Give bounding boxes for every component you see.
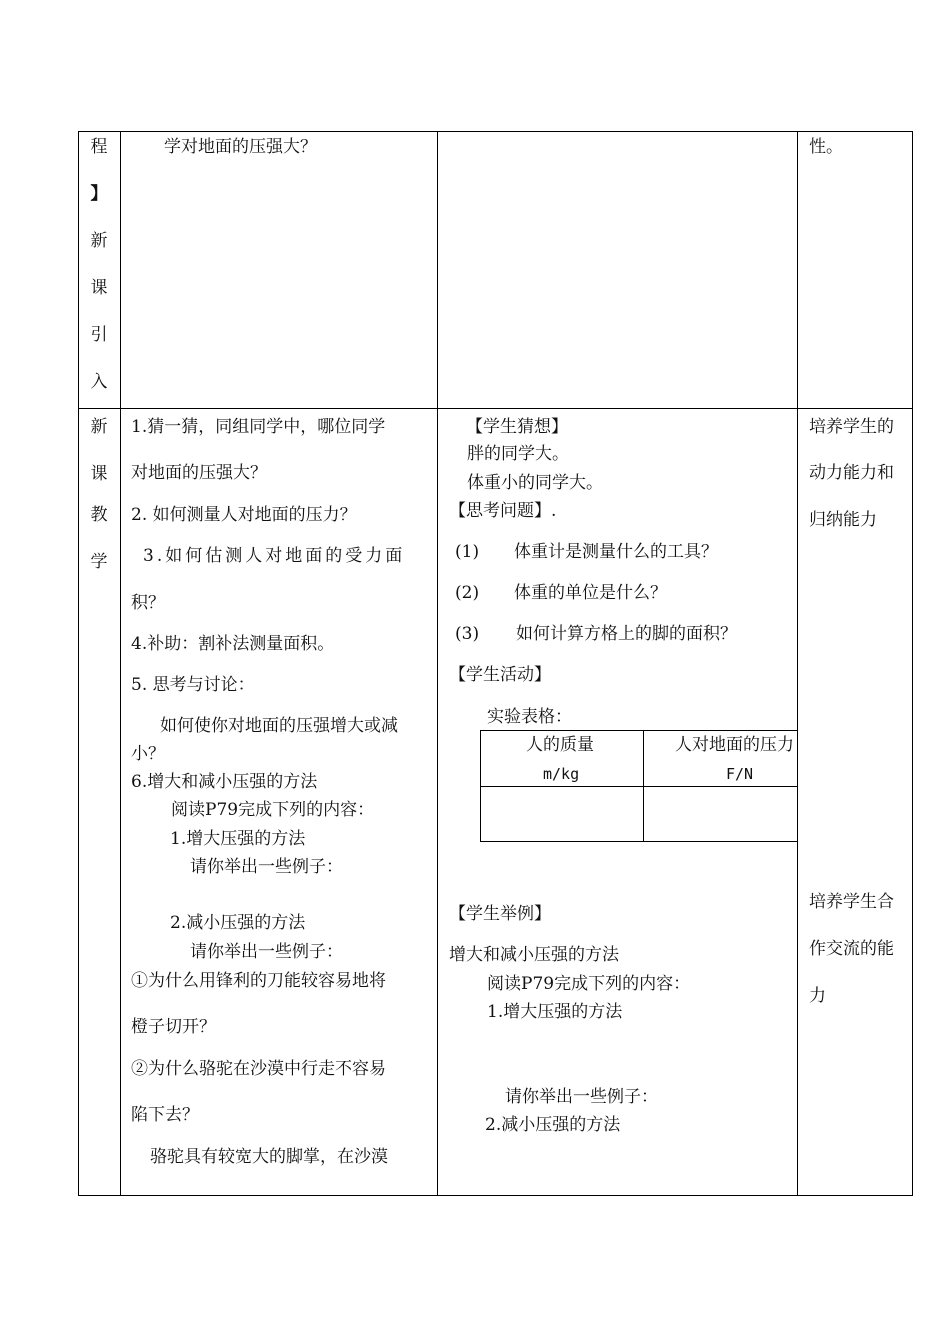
increase-pressure-method: 1.增大压强的方法 bbox=[170, 829, 306, 849]
section1-label-char: 入 bbox=[90, 372, 108, 392]
table-top-border bbox=[78, 131, 913, 132]
intent-1-line3: 归纳能力 bbox=[809, 510, 877, 530]
section2-label-char: 教 bbox=[90, 505, 108, 525]
section1-label-char: 程 bbox=[90, 137, 108, 157]
col-divider-3 bbox=[797, 131, 798, 1196]
think-question-3-number: (3) bbox=[455, 624, 480, 644]
question-4: 4.补助：割补法测量面积。 bbox=[131, 634, 335, 654]
table-header-force: 人对地面的压力 bbox=[675, 735, 794, 755]
case-1-line1: ①为什么用锋利的刀能较容易地将 bbox=[131, 971, 386, 991]
think-question-2: 体重的单位是什么？ bbox=[514, 583, 667, 603]
question-1-line1: 1.猜一猜，同组同学中，哪位同学 bbox=[131, 417, 386, 437]
case-2-line2: 陷下去？ bbox=[131, 1105, 199, 1125]
section1-label-char: 】 bbox=[90, 184, 108, 204]
student-reading-instruction: 阅读P79完成下列的内容： bbox=[487, 974, 691, 994]
section2-label-char: 课 bbox=[90, 464, 108, 484]
think-questions-title: 【思考问题】. bbox=[449, 501, 557, 521]
experiment-table-border bbox=[480, 841, 798, 842]
think-question-2-number: (2) bbox=[455, 583, 480, 603]
question-5-prompt-line2: 小？ bbox=[131, 744, 165, 764]
student-examples-title: 【学生举例】 bbox=[449, 904, 551, 924]
intent-2-line2: 作交流的能 bbox=[809, 939, 894, 959]
question-2: 2. 如何测量人对地面的压力？ bbox=[131, 505, 357, 525]
col-divider-1 bbox=[120, 131, 121, 1196]
question-5: 5. 思考与讨论： bbox=[131, 675, 255, 695]
student-decrease-method: 2.减小压强的方法 bbox=[485, 1115, 621, 1135]
question-3-line1: 3.如何估测人对地面的受力面 bbox=[143, 546, 406, 566]
student-guess-title: 【学生猜想】 bbox=[466, 417, 568, 437]
question-3-line2: 积？ bbox=[131, 593, 165, 613]
intent-2-line1: 培养学生合 bbox=[809, 892, 894, 912]
section1-design-intent: 性。 bbox=[809, 137, 843, 157]
decrease-pressure-examples: 请你举出一些例子： bbox=[190, 942, 343, 962]
section1-label-char: 新 bbox=[90, 231, 108, 251]
experiment-table-title: 实验表格： bbox=[487, 707, 572, 727]
case-2-line1: ②为什么骆驼在沙漠中行走不容易 bbox=[131, 1059, 386, 1079]
increase-pressure-examples: 请你举出一些例子： bbox=[190, 857, 343, 877]
case-1-line2: 橙子切开？ bbox=[131, 1017, 216, 1037]
student-increase-examples: 请你举出一些例子： bbox=[505, 1087, 658, 1107]
section1-label-char: 课 bbox=[90, 278, 108, 298]
student-guess-1: 胖的同学大。 bbox=[467, 444, 569, 464]
table-right-border bbox=[912, 131, 913, 1196]
student-activity-title: 【学生活动】 bbox=[449, 665, 551, 685]
intent-1-line2: 动力能力和 bbox=[809, 463, 894, 483]
student-guess-2: 体重小的同学大。 bbox=[467, 473, 603, 493]
decrease-pressure-method: 2.减小压强的方法 bbox=[170, 913, 306, 933]
student-method-title: 增大和减小压强的方法 bbox=[449, 945, 619, 965]
section1-label-char: 引 bbox=[90, 325, 108, 345]
section1-content: 学对地面的压强大？ bbox=[164, 137, 317, 157]
table-cell-mass-value bbox=[481, 787, 643, 841]
question-6: 6.增大和减小压强的方法 bbox=[131, 772, 318, 792]
table-header-mass: 人的质量 bbox=[526, 735, 594, 755]
camel-explanation: 骆驼具有较宽大的脚掌，在沙漠 bbox=[150, 1147, 388, 1167]
table-header-force-unit: F/N bbox=[726, 765, 754, 783]
table-left-border bbox=[78, 131, 79, 1196]
reading-instruction: 阅读P79完成下列的内容： bbox=[171, 800, 375, 820]
think-question-1: 体重计是测量什么的工具？ bbox=[514, 542, 718, 562]
table-header-mass-unit: m/kg bbox=[543, 765, 580, 783]
section2-label-char: 新 bbox=[90, 417, 108, 437]
intent-1-line1: 培养学生的 bbox=[809, 417, 894, 437]
section2-label-char: 学 bbox=[90, 552, 108, 572]
think-question-1-number: (1) bbox=[455, 542, 480, 562]
student-increase-method: 1.增大压强的方法 bbox=[487, 1002, 623, 1022]
experiment-table-border bbox=[480, 730, 798, 731]
table-cell-force-value bbox=[644, 787, 797, 841]
table-bottom-border bbox=[78, 1195, 913, 1196]
question-5-prompt-line1: 如何使你对地面的压强增大或减 bbox=[160, 716, 398, 736]
think-question-3: 如何计算方格上的脚的面积？ bbox=[516, 624, 737, 644]
col-divider-2 bbox=[437, 131, 438, 1196]
row-divider bbox=[78, 408, 913, 409]
question-1-line2: 对地面的压强大？ bbox=[131, 463, 267, 483]
intent-2-line3: 力 bbox=[809, 986, 826, 1006]
